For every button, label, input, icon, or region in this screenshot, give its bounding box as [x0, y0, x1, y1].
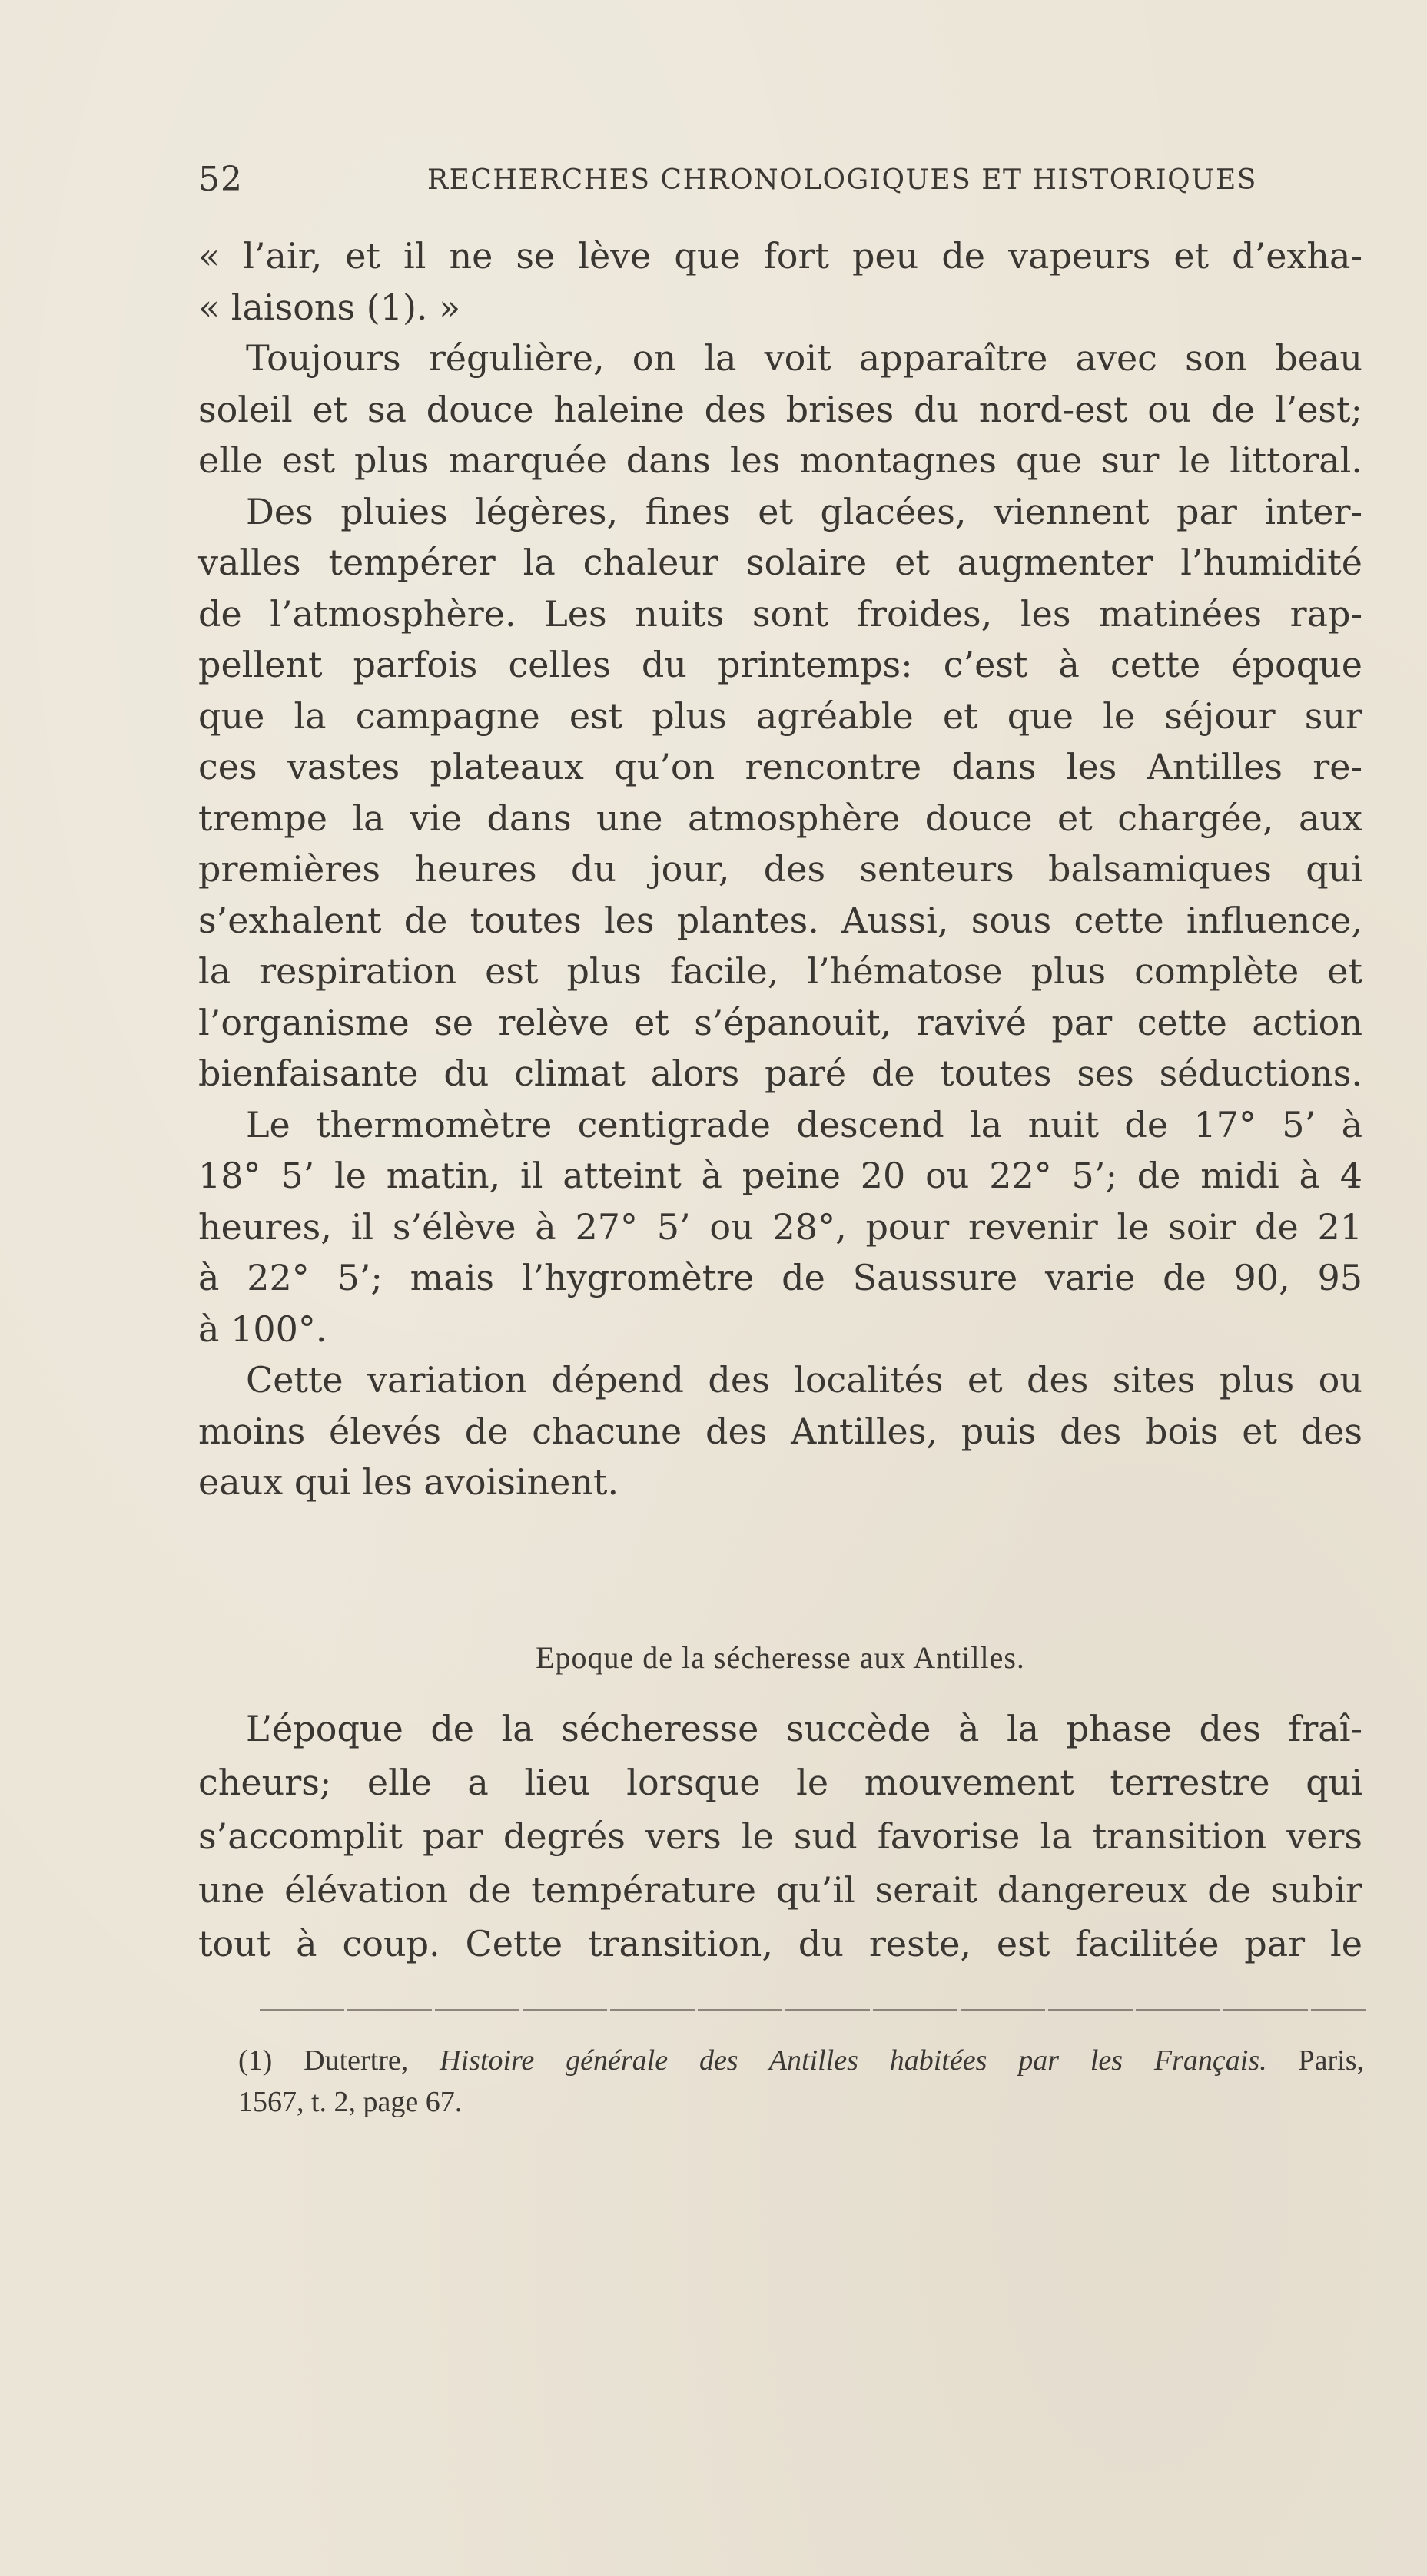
- footnote-line: 1567, t. 2, page 67.: [238, 2086, 463, 2118]
- text-line: pellent parfois celles du printemps: c’est à cette époque: [198, 644, 1362, 685]
- text-line: Des pluies légères, fines et glacées, viennent par inter-: [246, 490, 1362, 532]
- body-text: [198, 230, 1362, 1508]
- text-line: s’exhalent de toutes les plantes. Aussi, sous cette influence,: [198, 899, 1362, 941]
- text-line: tout à coup. Cette transition, du reste, est facilitée par le: [198, 1923, 1362, 1964]
- text-line: premières heures du jour, des senteurs balsamiques qui: [198, 848, 1362, 890]
- text-line: cheurs; elle a lieu lorsque le mouvement terrestre qui: [198, 1762, 1362, 1803]
- running-title: RECHERCHES CHRONOLOGIQUES ET HISTORIQUES: [427, 164, 1257, 196]
- text-line: la respiration est plus facile, l’hématose plus complète et: [198, 950, 1362, 992]
- text-line: Toujours régulière, on la voit apparaître avec son beau: [246, 337, 1362, 379]
- text-line: moins élevés de chacune des Antilles, puis des bois et des: [198, 1410, 1362, 1452]
- footnote-line: [238, 2040, 1364, 2081]
- text-line: valles tempérer la chaleur solaire et augmenter l’humidité: [198, 542, 1362, 583]
- running-head: [198, 160, 1359, 209]
- text-line: L’époque de la sécheresse succède à la phase des fraî-: [246, 1708, 1362, 1749]
- body-text-section: [198, 1702, 1362, 1971]
- text-line: une élévation de température qu’il serait dangereux de subir: [198, 1869, 1362, 1911]
- footnote-divider: [260, 2009, 1366, 2011]
- text-line: « l’air, et il ne se lève que fort peu de vapeurs et d’exha-: [198, 235, 1362, 277]
- text-line: à 100°.: [198, 1308, 327, 1350]
- text-line: s’accomplit par degrés vers le sud favorise la transition vers: [198, 1815, 1362, 1857]
- text-line: soleil et sa douce haleine des brises du nord-est ou de l’est;: [198, 388, 1362, 430]
- section-heading: Epoque de la sécheresse aux Antilles.: [536, 1640, 1025, 1675]
- text-line: heures, il s’élève à 27° 5’ ou 28°, pour revenir le soir de 21: [198, 1205, 1362, 1248]
- text-line: l’organisme se relève et s’épanouit, ravivé par cette action: [198, 1001, 1362, 1043]
- text-line: ces vastes plateaux qu’on rencontre dans les Antilles re-: [198, 746, 1362, 787]
- text-line: de l’atmosphère. Les nuits sont froides, les matinées rap-: [198, 592, 1362, 635]
- text-line: à 22° 5’; mais l’hygromètre de Saussure varie de 90, 95: [198, 1257, 1362, 1298]
- footnote-title: Histoire générale des Antilles habitées par les Français.: [440, 2044, 1267, 2077]
- text-line: 18° 5’ le matin, il atteint à peine 20 ou 22° 5’; de midi à 4: [198, 1155, 1362, 1196]
- footnote-marker: (1): [238, 2044, 273, 2077]
- page-number: 52: [198, 160, 243, 199]
- text-line: Cette variation dépend des localités et des sites plus ou: [246, 1359, 1362, 1401]
- text-line: « laisons (1). »: [198, 286, 461, 328]
- footnote-place: Paris,: [1298, 2044, 1364, 2077]
- text-line: eaux qui les avoisinent.: [198, 1461, 619, 1503]
- text-line: elle est plus marquée dans les montagnes que sur le littoral.: [198, 439, 1362, 481]
- footnote: [238, 2040, 1364, 2123]
- text-line: que la campagne est plus agréable et que le séjour sur: [198, 695, 1362, 737]
- footnote-author: Dutertre,: [304, 2044, 409, 2077]
- text-line: Le thermomètre centigrade descend la nuit de 17° 5’ à: [246, 1103, 1362, 1145]
- text-line: bienfaisante du climat alors paré de toutes ses séductions.: [198, 1053, 1362, 1094]
- text-line: trempe la vie dans une atmosphère douce et chargée, aux: [198, 797, 1362, 839]
